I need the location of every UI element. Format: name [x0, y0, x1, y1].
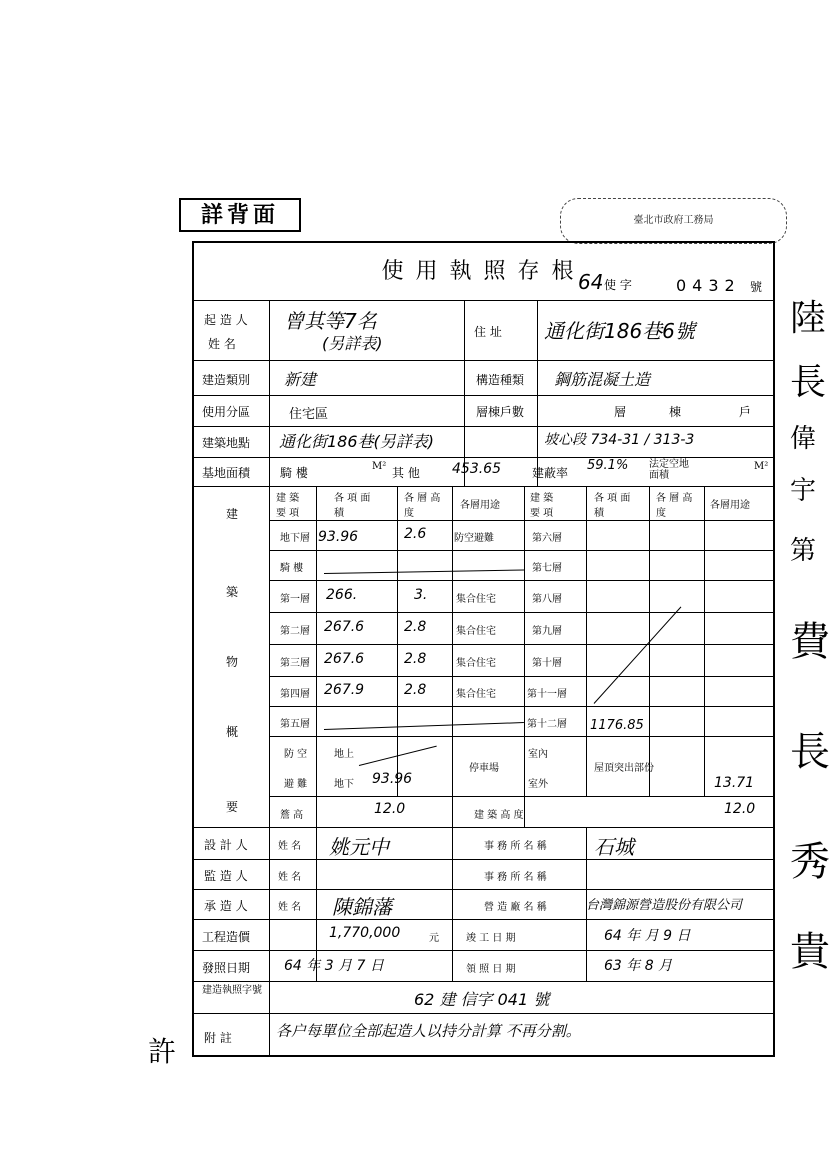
side-label-gai: 概	[226, 725, 239, 739]
side-label-zhu: 築	[226, 585, 239, 599]
builder-label-1: 起 造 人	[204, 313, 248, 327]
household-unit: 戶	[739, 405, 752, 419]
outdoor-label: 室外	[528, 779, 548, 790]
designer-label: 設 計 人	[204, 838, 248, 852]
building-height-label: 建 築 高 度	[474, 810, 524, 821]
notes-value: 各户每單位全部起造人以持分計算 不再分割。	[276, 1022, 581, 1040]
other-area-value: 453.65	[452, 461, 501, 477]
below-ground-label: 地下	[334, 779, 354, 790]
f11-label: 第十一層	[527, 689, 567, 700]
col-use-header: 各層用途	[460, 500, 500, 511]
basement-area: 93.96	[318, 529, 359, 545]
issue-date-value: 64 年 3 月 7 日	[284, 958, 384, 974]
permit-number: 0432	[676, 276, 741, 295]
f12-label: 第十二層	[527, 719, 567, 730]
margin-char: 貴	[790, 929, 830, 975]
usage-zone-label: 使用分區	[202, 405, 251, 419]
supervisor-office-label: 事 務 所 名 稱	[484, 872, 547, 883]
other-label: 其 他	[392, 466, 420, 480]
permit-no-value: 62 建 信字 041 號	[414, 990, 550, 1009]
f4-area: 267.9	[324, 682, 365, 698]
legal-open-space-label: 法定空地面積	[649, 459, 689, 481]
col-area-header-2: 各 項 面 積	[594, 493, 631, 519]
margin-char: 陸	[790, 298, 827, 339]
f1-use: 集合住宅	[456, 594, 496, 605]
air-defense-label-2: 避 難	[284, 779, 308, 790]
air-defense-below-value: 93.96	[372, 771, 413, 787]
usage-zone-value: 住宅區	[289, 407, 329, 422]
contractor-firm-value: 台灣錦源營造股份有限公司	[586, 898, 743, 913]
roof-area-value: 13.71	[714, 775, 755, 791]
usage-permit-stub-form	[192, 241, 775, 1057]
site-location-value: 通化街186巷(另詳表)	[279, 432, 435, 451]
building-height-value: 12.0	[724, 801, 756, 817]
arcade-label: 騎 樓	[280, 466, 308, 480]
contractor-value: 陳錦藩	[332, 895, 392, 919]
completion-date-value: 64 年 月 9 日	[604, 928, 691, 944]
contractor-label: 承 造 人	[204, 899, 248, 913]
f3-area: 267.6	[324, 651, 365, 667]
notes-label: 附 註	[204, 1031, 232, 1045]
detail-back-stamp: 詳背面	[179, 198, 301, 232]
build-category-value: 新建	[284, 370, 317, 389]
build-category-label: 建造類別	[202, 373, 251, 387]
col-items-header-2: 建 築 要 項	[530, 493, 554, 519]
permit-word: 使 字	[604, 278, 632, 292]
structure-type-label: 構造種類	[476, 373, 525, 387]
f1-label: 第一層	[280, 594, 310, 605]
f6-label: 第六層	[532, 533, 562, 544]
address-label: 住 址	[474, 325, 502, 339]
f8-label: 第八層	[532, 594, 562, 605]
completion-date-label: 竣 工 日 期	[466, 933, 516, 944]
roof-part-label: 屋頂突出部份	[594, 763, 654, 774]
f4-label: 第四層	[280, 689, 310, 700]
margin-char: 長	[790, 362, 827, 403]
col-height-header: 各 層 高 度	[404, 493, 441, 519]
margin-char: 長	[790, 729, 830, 775]
side-label-jian: 建	[226, 507, 239, 521]
receive-date-label: 領 照 日 期	[466, 964, 516, 975]
coverage-value: 59.1%	[587, 458, 629, 473]
builder-label-2: 姓 名	[208, 337, 236, 351]
site-area-label: 基地面積	[202, 466, 251, 480]
f2-area: 267.6	[324, 619, 365, 635]
m2-unit: M²	[754, 461, 769, 472]
basement-use: 防空避難	[454, 533, 494, 544]
indoor-label: 室內	[528, 749, 548, 760]
site-lot-value: 坡心段 734-31 / 313-3	[544, 432, 695, 448]
margin-char: 費	[790, 619, 830, 665]
side-label-yao: 要	[226, 800, 239, 814]
f10-label: 第十層	[532, 658, 562, 669]
f7-label: 第七層	[532, 563, 562, 574]
left-margin-char: 許	[148, 1035, 177, 1068]
basement-height: 2.6	[404, 526, 427, 542]
form-title: 使用執照存根	[381, 259, 586, 284]
layer-unit: 層	[614, 405, 627, 419]
receive-date-value: 63 年 8 月	[604, 958, 673, 974]
f1-height: 3.	[414, 587, 428, 603]
f5-label: 第五層	[280, 719, 310, 730]
margin-char: 第	[790, 536, 817, 566]
air-defense-label-1: 防 空	[284, 749, 308, 760]
builder-value: 曾其等7名	[284, 309, 377, 333]
side-label-wu: 物	[226, 655, 239, 669]
f3-use: 集合住宅	[456, 658, 496, 669]
total-area: 1176.85	[590, 718, 644, 733]
eave-height-value: 12.0	[374, 801, 406, 817]
col-area-header: 各 項 面 積	[334, 493, 371, 519]
f4-height: 2.8	[404, 682, 427, 698]
supervisor-label: 監 造 人	[204, 869, 248, 883]
col-use-header-2: 各層用途	[710, 500, 750, 511]
builder-sub-value: (另詳表)	[322, 334, 383, 353]
eave-height-label: 簷 高	[280, 810, 304, 821]
f2-height: 2.8	[404, 619, 427, 635]
issue-date-label: 發照日期	[202, 961, 251, 975]
f1-area: 266.	[326, 587, 358, 603]
basement-label: 地下層	[280, 533, 310, 544]
top-right-stamp: 臺北市政府工務局	[560, 198, 787, 244]
permit-no-label: 建造執照字號	[202, 985, 262, 996]
above-ground-label: 地上	[334, 749, 354, 760]
margin-char: 秀	[790, 839, 830, 885]
margin-char: 偉	[790, 424, 817, 454]
supervisor-name-label: 姓 名	[278, 872, 302, 883]
f2-label: 第二層	[280, 626, 310, 637]
designer-office-value: 石城	[594, 835, 634, 859]
f3-label: 第三層	[280, 658, 310, 669]
m2-unit: M²	[372, 461, 387, 472]
designer-value: 姚元中	[329, 835, 389, 859]
cost-value: 1,770,000	[329, 925, 401, 941]
designer-office-label: 事 務 所 名 稱	[484, 841, 547, 852]
col-items-header: 建 築 要 項	[276, 493, 300, 519]
cost-label: 工程造價	[202, 930, 251, 944]
yuan-unit: 元	[429, 933, 439, 944]
contractor-name-label: 姓 名	[278, 902, 302, 913]
col-height-header-2: 各 層 高 度	[656, 493, 693, 519]
f3-height: 2.8	[404, 651, 427, 667]
coverage-label: 建蔽率	[532, 466, 569, 480]
parking-label: 停車場	[469, 763, 499, 774]
site-location-label: 建築地點	[202, 436, 251, 450]
right-margin-text	[790, 290, 832, 1000]
margin-char: 宇	[790, 476, 817, 506]
f9-label: 第九層	[532, 626, 562, 637]
f2-use: 集合住宅	[456, 626, 496, 637]
designer-name-label: 姓 名	[278, 841, 302, 852]
contractor-firm-label: 營 造 廠 名 稱	[484, 902, 547, 913]
permit-year: 64	[578, 270, 604, 294]
f4-use: 集合住宅	[456, 689, 496, 700]
arcade-row-label: 騎 樓	[280, 563, 304, 574]
bldg-unit: 棟	[669, 405, 682, 419]
permit-number-suffix: 號	[750, 280, 763, 294]
structure-type-value: 鋼筋混凝土造	[554, 370, 651, 389]
address-value: 通化街186巷6號	[544, 319, 695, 343]
floors-units-label: 層棟戶數	[476, 405, 525, 419]
